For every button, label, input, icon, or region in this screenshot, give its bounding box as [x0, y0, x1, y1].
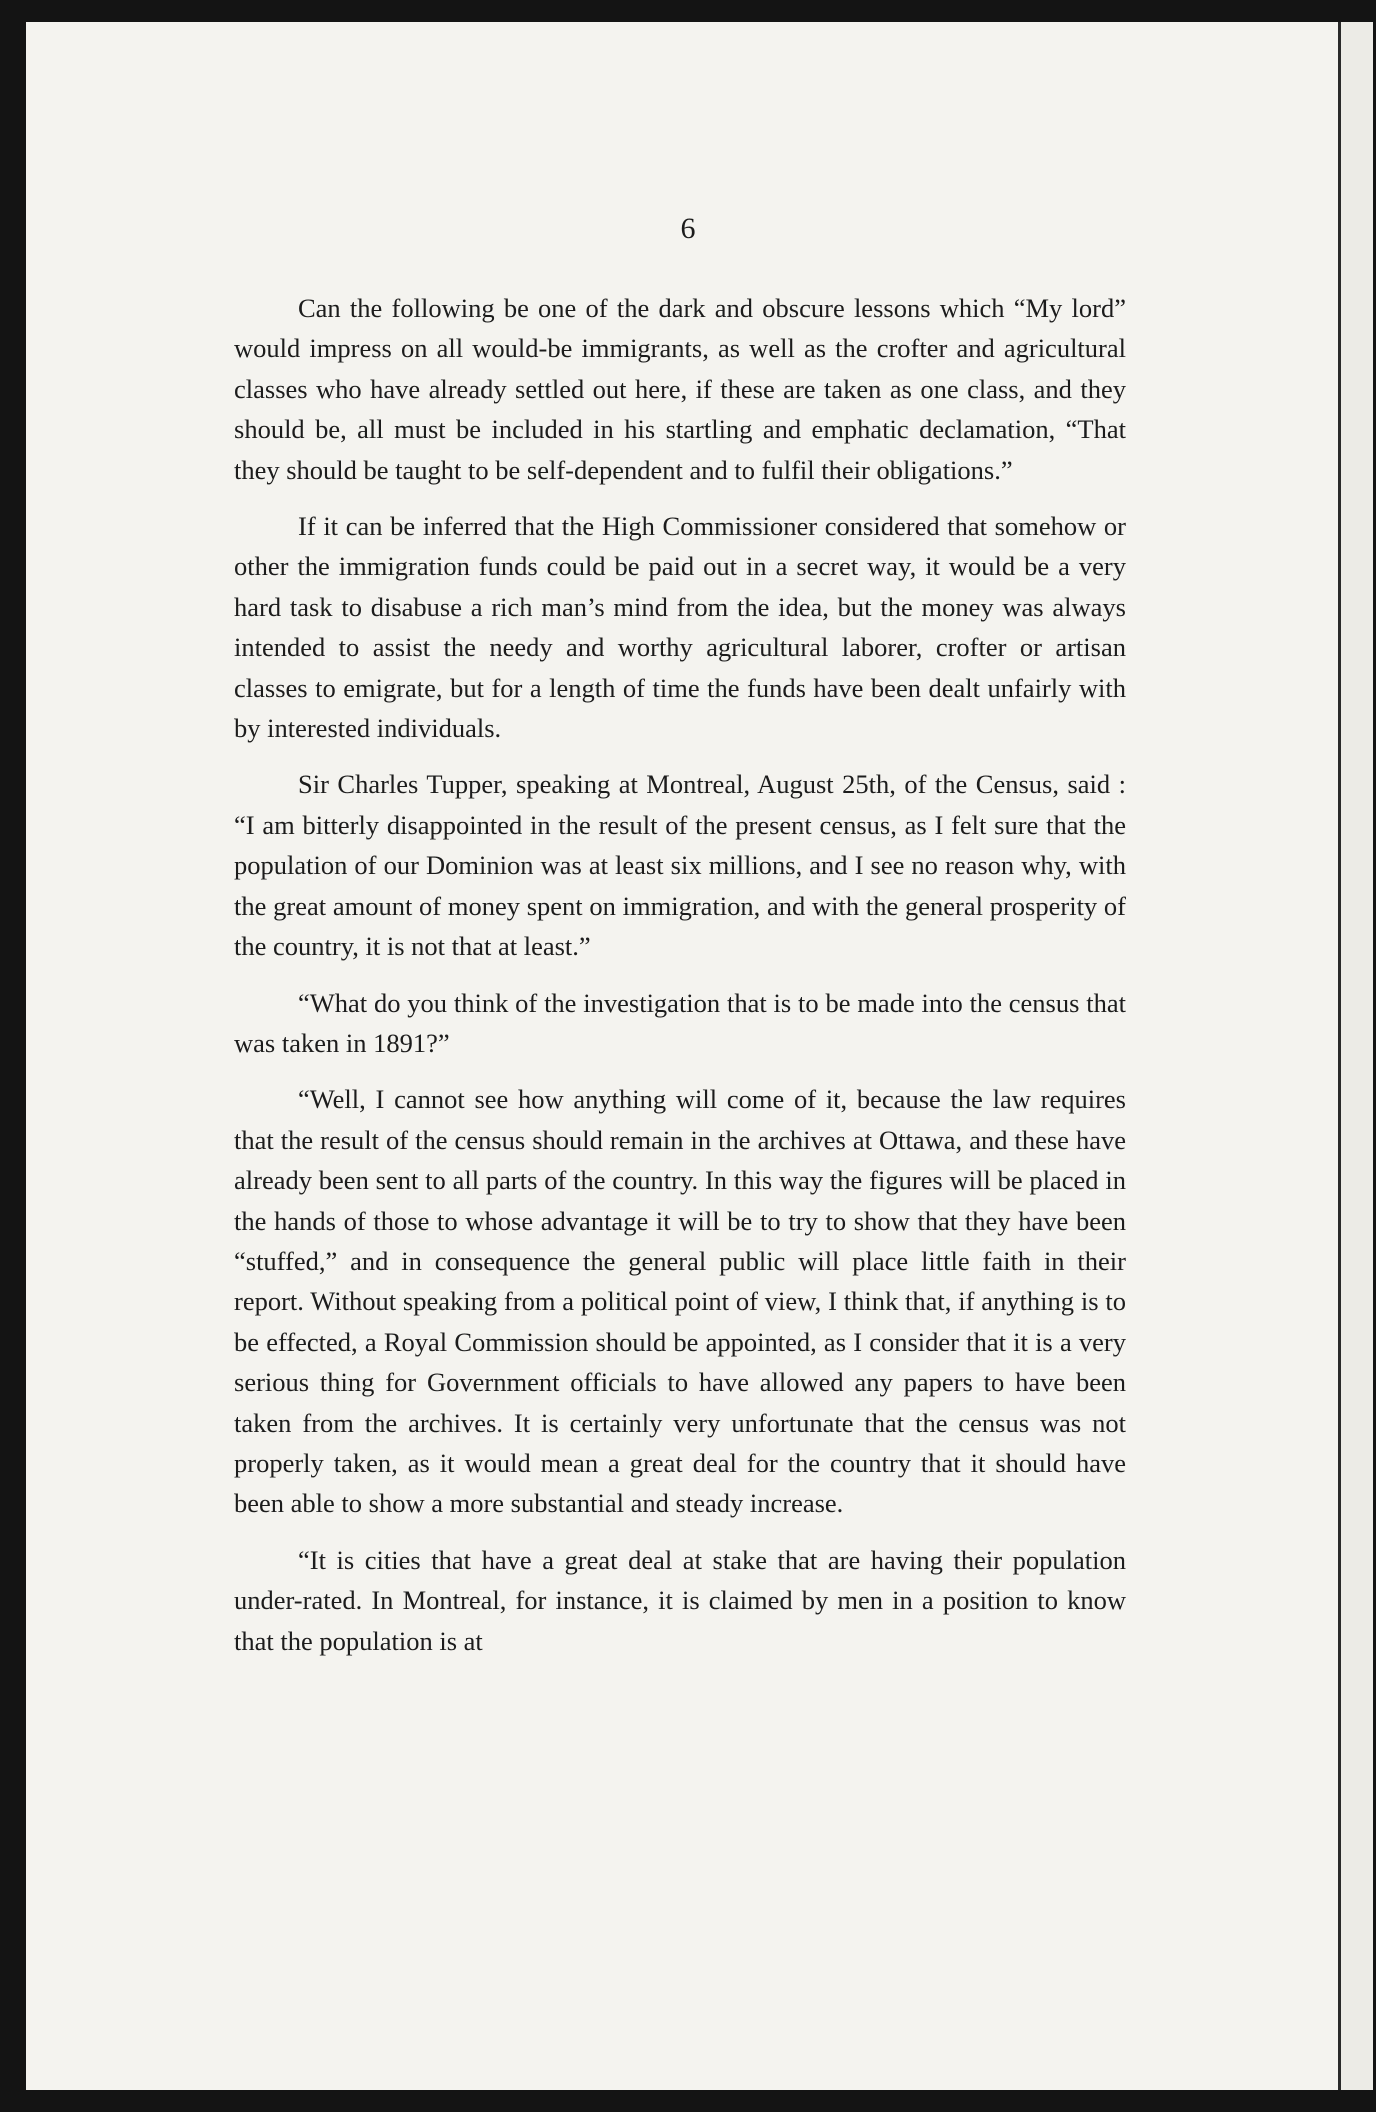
paragraph: “What do you think of the investigation that is to be made into the census that was taken in 1891?”: [234, 987, 1126, 1058]
body-text: [234, 288, 1126, 1661]
paragraph: Sir Charles Tupper, speaking at Montreal, August 25th, of the Census, said : “I am bitterly disappointed in the result of the present census, as I felt sure that the population of our Dominion was at least six millions, and I see no reason why, with the great amount of money spent on immigration, and with the general prosperity of the country, it is not that at least.”: [234, 769, 1126, 962]
paragraph: “It is cities that have a great deal at stake that are having their population under-rated. In Montreal, for instance, it is claimed by men in a position to know that the population is at: [234, 1544, 1126, 1656]
paragraph: “Well, I cannot see how anything will come of it, because the law requires that the result of the census should remain in the archives at Ottawa, and these have already been sent to all parts of the country. In this way the figures will be placed in the hands of those to whose advantage it will be to try to show that they have been “stuffed,” and in consequence the general public will place little faith in their report. Without speaking from a political point of view, I think that, if anything is to be effected, a Royal Commission should be appointed, as I consider that it is a very serious thing for Government officials to have allowed any papers to have been taken from the archives. It is certainly very unfortunate that the census was not properly taken, as it would mean a great deal for the country that it should have been able to show a more substantial and steady increase.: [234, 1084, 1126, 1519]
page-number: 6: [680, 212, 696, 245]
paragraph: Can the following be one of the dark and obscure lessons which “My lord” would impress on all would-be immigrants, as well as the crofter and agricultural classes who have already settled out here, if these are taken as one class, and they should be, all must be included in his startling and emphatic declamation, “That they should be taught to be self-dependent and to fulfil their obligations.”: [234, 293, 1126, 485]
paragraph: If it can be inferred that the High Commissioner considered that somehow or other the immigration funds could be paid out in a secret way, it would be a very hard task to disabuse a rich man’s mind from the idea, but the money was always intended to assist the needy and worthy agricultural laborer, crofter or artisan classes to emigrate, but for a length of time the funds have been dealt unfairly with by interested individuals.: [234, 511, 1126, 744]
adjacent-page-edge: [1338, 22, 1373, 2090]
